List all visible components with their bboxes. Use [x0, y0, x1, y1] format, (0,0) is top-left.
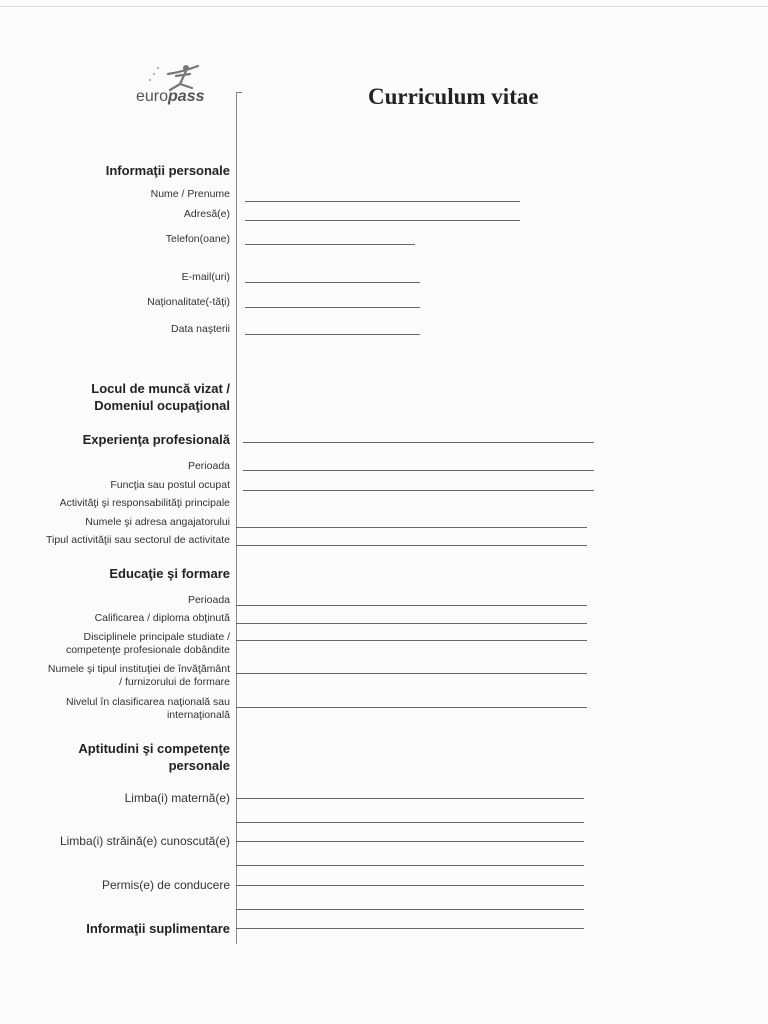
education-period-line[interactable]	[236, 605, 587, 606]
subjects-line[interactable]	[236, 640, 587, 641]
vertical-divider	[236, 92, 237, 944]
experience-heading: Experienţa profesională	[82, 432, 230, 447]
mother-tongue-line-2[interactable]	[236, 822, 584, 823]
driving-license-line-2[interactable]	[236, 909, 584, 910]
mother-tongue-line[interactable]	[236, 798, 584, 799]
name-line[interactable]	[245, 201, 520, 202]
institution-label-line1: Numele şi tipul instituţiei de învăţământ	[47, 663, 230, 675]
personal-info-heading: Informaţii personale	[105, 163, 230, 178]
level-label-line2: internaţională	[166, 709, 230, 721]
nationality-label: Naţionalitate(-tăţi)	[147, 296, 230, 308]
qualification-line[interactable]	[236, 623, 587, 624]
europass-logo	[132, 60, 242, 108]
email-label: E-mail(uri)	[181, 271, 230, 283]
level-line[interactable]	[236, 707, 587, 708]
address-label: Adresă(e)	[183, 208, 230, 220]
phone-line[interactable]	[245, 244, 415, 245]
skills-heading-line1: Aptitudini şi competenţe	[78, 741, 230, 756]
activities-label: Activităţi şi responsabilităţi principale	[59, 497, 230, 509]
nationality-line[interactable]	[245, 307, 420, 308]
additional-info-line[interactable]	[236, 928, 584, 929]
email-line[interactable]	[245, 282, 420, 283]
foreign-languages-label: Limba(i) străină(e) cunoscută(e)	[59, 834, 230, 848]
address-line[interactable]	[245, 220, 520, 221]
document-title: Curriculum vitae	[368, 84, 539, 109]
qualification-label: Calificarea / diploma obţinută	[94, 612, 230, 624]
experience-period-line[interactable]	[243, 470, 594, 471]
education-period-label: Perioada	[187, 594, 230, 606]
experience-period-label: Perioada	[187, 460, 230, 472]
target-job-heading-line2: Domeniul ocupaţional	[94, 398, 230, 413]
position-line[interactable]	[243, 490, 594, 491]
name-label: Nume / Prenume	[150, 188, 230, 200]
skills-heading-line2: personale	[168, 758, 230, 773]
employer-line[interactable]	[236, 527, 587, 528]
mother-tongue-label: Limba(i) maternă(e)	[124, 791, 230, 805]
driving-license-label: Permis(e) de conducere	[101, 878, 230, 892]
foreign-languages-line-2[interactable]	[236, 865, 584, 866]
phone-label: Telefon(oane)	[165, 233, 230, 245]
education-heading: Educaţie şi formare	[109, 566, 230, 581]
institution-label-line2: / furnizorului de formare	[119, 676, 230, 688]
experience-line[interactable]	[243, 442, 594, 443]
sector-label: Tipul activităţii sau sectorul de activitate	[45, 534, 230, 546]
page-top-edge	[0, 6, 768, 7]
employer-label: Numele şi adresa angajatorului	[85, 516, 230, 528]
subjects-label-line2: competenţe profesionale dobândite	[65, 644, 230, 656]
subjects-label-line1: Disciplinele principale studiate /	[83, 631, 230, 643]
additional-info-heading: Informaţii suplimentare	[86, 921, 230, 936]
position-label: Funcţia sau postul ocupat	[110, 479, 230, 491]
foreign-languages-line[interactable]	[236, 841, 584, 842]
birthdate-label: Data naşterii	[171, 323, 230, 335]
driving-license-line[interactable]	[236, 885, 584, 886]
target-job-heading-line1: Locul de muncă vizat /	[91, 381, 230, 396]
birthdate-line[interactable]	[245, 334, 420, 335]
europass-logo-text: europass	[136, 88, 205, 105]
sector-line[interactable]	[236, 545, 587, 546]
level-label-line1: Nivelul în clasificarea naţională sau	[65, 696, 230, 708]
institution-line[interactable]	[236, 673, 587, 674]
